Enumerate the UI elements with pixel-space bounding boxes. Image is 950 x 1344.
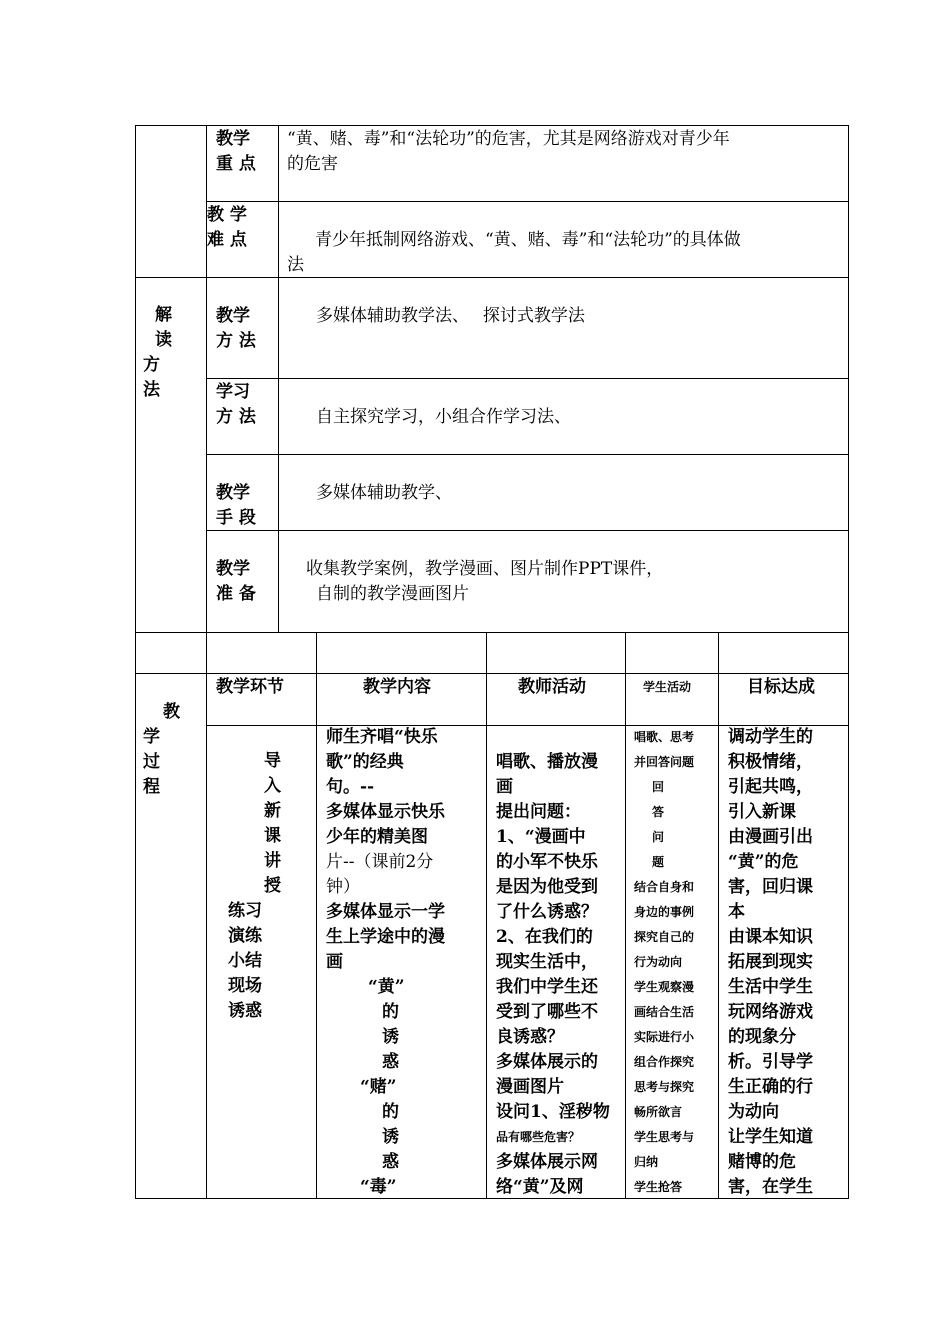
teaching-method-label: 教学 方 法 [216,306,256,351]
key-point-label: 教学 重 点 [216,129,256,174]
method-section-label: 解 读 方 法 [143,305,172,400]
header-student: 学生活动 [643,680,692,694]
learning-method-content: 自主探究学习，小组合作学习法、 [316,407,571,427]
header-goal: 目标达成 [747,677,815,697]
process-section-label: 教 学 过 程 [143,702,180,797]
stage-column: 导 入 新 课 讲 授 练习 演练 小结 现场 诱惑 [228,751,281,1021]
header-stage: 教学环节 [216,677,284,697]
teacher-column: 唱歌、播放漫 画 提出问题： 1、“漫画中 的小军不快乐 是因为他受到 了什么诱惑？ 2、在我们的 现实生活中， 我们中学生还 受到了哪些不 良诱惑？ 多媒体展示的 漫画图片 设问1、淫秽物 品有哪些危害？ 多媒体展示网 络“黄”及网 [496,752,610,1197]
teaching-means-label: 教学 手 段 [216,483,256,528]
difficulty-label: 教 学 难 点 [207,205,247,250]
content-column: 师生齐唱“快乐 歌”的经典 句。-- 多媒体显示快乐 少年的精美图 片--（课前2分 钟） 多媒体显示一学 生上学途中的漫 画 “黄” 的 诱 惑 “赌” 的 诱 惑 “毒” [326,727,445,1197]
teaching-method-content: 多媒体辅助教学法、 探讨式教学法 [316,306,585,326]
teaching-prep-label: 教学 准 备 [216,559,256,604]
teaching-prep-content: 收集教学案例，教学漫画、图片制作PPT课件， 自制的教学漫画图片 [306,559,664,604]
header-teacher: 教师活动 [518,677,586,697]
header-content: 教学内容 [363,677,431,697]
goal-column: 调动学生的 积极情绪， 引起共鸣， 引入新课 由漫画引出 “黄”的危 害，回归课 本 由课本知识 拓展到现实 生活中学生 玩网络游戏 的现象分 析。引导学 生正确的行 为动向 让学生知道 赌博的危 害，在学生 [728,727,813,1197]
teaching-means-content: 多媒体辅助教学、 [316,483,452,503]
key-point-content: “黄、赌、毒”和“法轮功”的危害，尤其是网络游戏对青少年 的危害 [287,129,730,174]
student-column: 唱歌、思考 并回答问题 回 答 问 题 结合自身和 身边的事例 探究自己的 行为动向 学生观察漫 画结合生活 实际进行小 组合作探究 思考与探究 畅所欲言 学生思考与 归纳 学生抢答 [634,730,695,1194]
learning-method-label: 学习 方 法 [216,382,256,427]
difficulty-content: 青少年抵制网络游戏、“黄、赌、毒”和“法轮功”的具体做 法 [287,230,741,275]
